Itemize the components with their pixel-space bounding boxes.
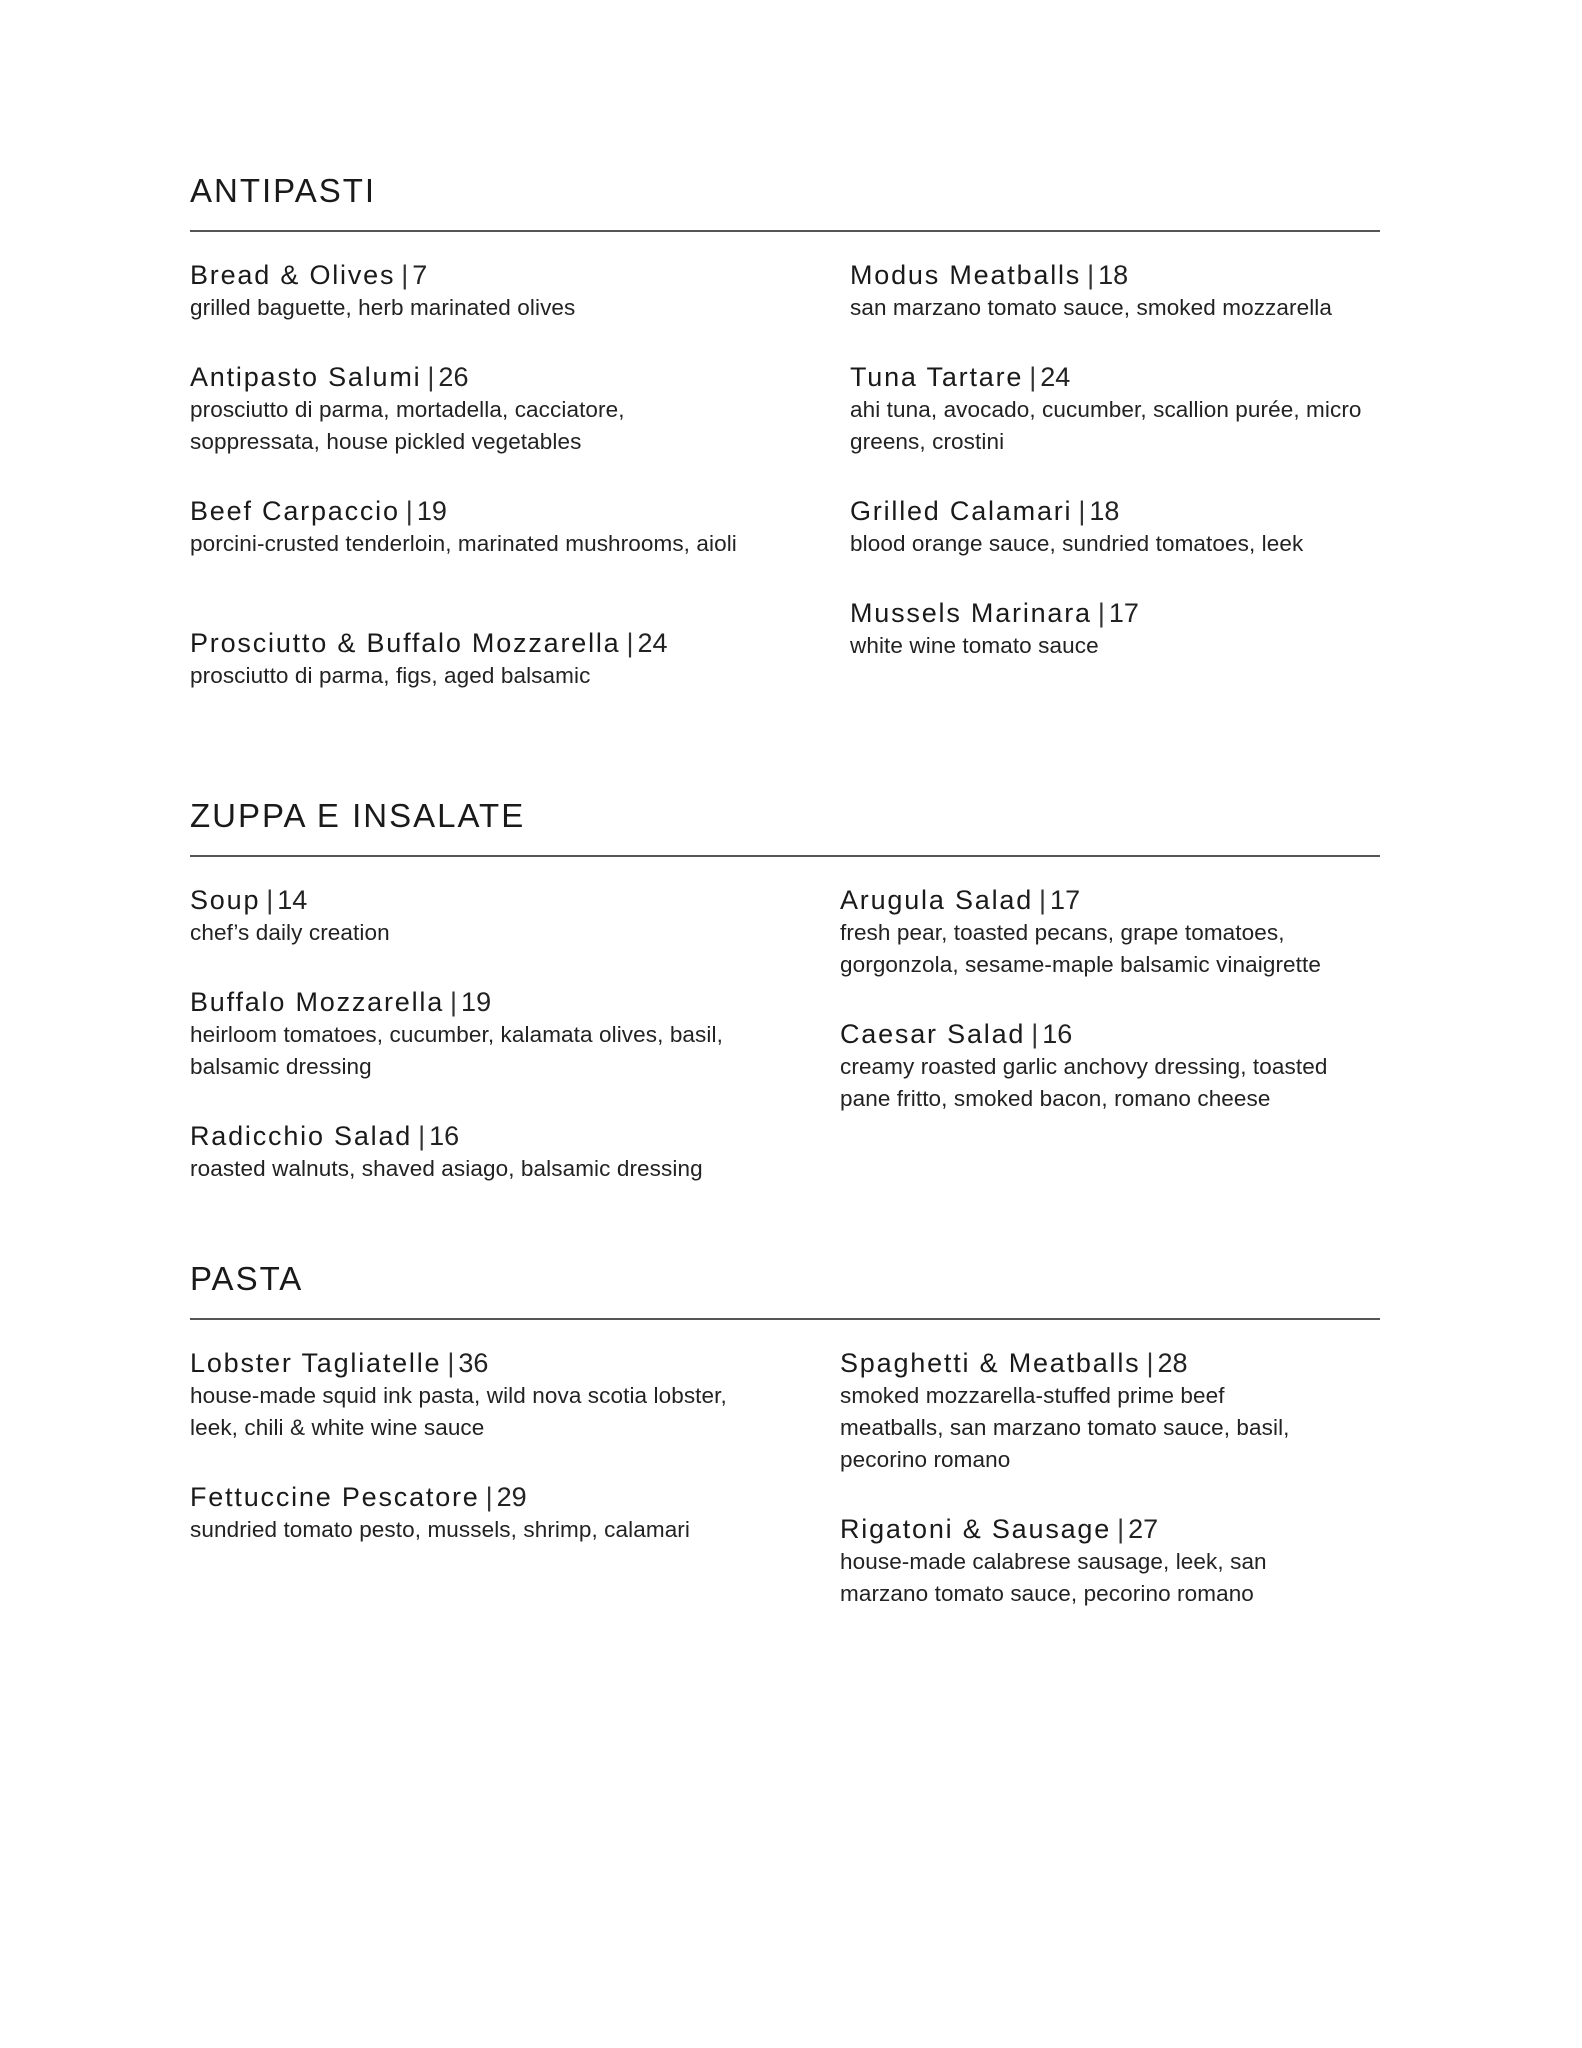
menu-item bbox=[840, 1346, 1320, 1476]
item-name: Lobster Tagliatelle bbox=[190, 1348, 442, 1378]
item-price: 24 bbox=[1040, 362, 1071, 392]
section-title: ANTIPASTI bbox=[190, 172, 377, 209]
menu-item bbox=[190, 1119, 750, 1185]
price-separator: | bbox=[1117, 1514, 1125, 1544]
item-name: Radicchio Salad bbox=[190, 1121, 413, 1151]
item-name: Antipasto Salumi bbox=[190, 362, 422, 392]
section-divider bbox=[190, 1318, 1380, 1320]
menu-item bbox=[840, 1017, 1370, 1115]
menu-item bbox=[850, 596, 1370, 662]
item-price: 18 bbox=[1098, 260, 1129, 290]
price-separator: | bbox=[447, 1348, 455, 1378]
item-name: Beef Carpaccio bbox=[190, 496, 400, 526]
item-name: Soup bbox=[190, 885, 261, 915]
item-description: heirloom tomatoes, cucumber, kalamata olives, basil, balsamic dressing bbox=[190, 1022, 723, 1079]
price-separator: | bbox=[1039, 885, 1047, 915]
item-name: Modus Meatballs bbox=[850, 260, 1082, 290]
menu-item bbox=[190, 258, 750, 324]
price-separator: | bbox=[1146, 1348, 1154, 1378]
item-price: 7 bbox=[412, 260, 428, 290]
item-description: prosciutto di parma, mortadella, cacciatore, soppressata, house pickled vegetables bbox=[190, 397, 625, 454]
item-description: smoked mozzarella-stuffed prime beef meatballs, san marzano tomato sauce, basil, pecorino romano bbox=[840, 1383, 1290, 1472]
price-separator: | bbox=[1087, 260, 1095, 290]
item-name: Rigatoni & Sausage bbox=[840, 1514, 1112, 1544]
item-name: Grilled Calamari bbox=[850, 496, 1073, 526]
price-separator: | bbox=[1097, 598, 1105, 628]
item-description: ahi tuna, avocado, cucumber, scallion purée, micro greens, crostini bbox=[850, 397, 1362, 454]
menu-item bbox=[840, 1512, 1320, 1610]
price-separator: | bbox=[626, 628, 634, 658]
price-separator: | bbox=[427, 362, 435, 392]
price-separator: | bbox=[266, 885, 274, 915]
price-separator: | bbox=[1031, 1019, 1039, 1049]
price-separator: | bbox=[401, 260, 409, 290]
price-separator: | bbox=[418, 1121, 426, 1151]
item-price: 28 bbox=[1157, 1348, 1188, 1378]
section-antipasti bbox=[190, 172, 1380, 712]
item-description: sundried tomato pesto, mussels, shrimp, calamari bbox=[190, 1517, 690, 1542]
item-description: porcini-crusted tenderloin, marinated mushrooms, aioli bbox=[190, 531, 737, 556]
item-description: house-made calabrese sausage, leek, san marzano tomato sauce, pecorino romano bbox=[840, 1549, 1267, 1606]
item-price: 18 bbox=[1089, 496, 1120, 526]
item-description: creamy roasted garlic anchovy dressing, toasted pane fritto, smoked bacon, romano cheese bbox=[840, 1054, 1328, 1111]
section-divider bbox=[190, 855, 1380, 857]
item-name: Prosciutto & Buffalo Mozzarella bbox=[190, 628, 621, 658]
item-description: chef’s daily creation bbox=[190, 920, 390, 945]
price-separator: | bbox=[1078, 496, 1086, 526]
menu-item bbox=[840, 883, 1370, 981]
menu-item bbox=[190, 626, 750, 692]
item-name: Bread & Olives bbox=[190, 260, 396, 290]
item-description: blood orange sauce, sundried tomatoes, leek bbox=[850, 531, 1304, 556]
item-price: 27 bbox=[1128, 1514, 1159, 1544]
price-separator: | bbox=[1029, 362, 1037, 392]
item-description: white wine tomato sauce bbox=[850, 633, 1099, 658]
price-separator: | bbox=[485, 1482, 493, 1512]
item-price: 36 bbox=[458, 1348, 489, 1378]
item-price: 19 bbox=[461, 987, 492, 1017]
item-price: 16 bbox=[429, 1121, 460, 1151]
menu-item bbox=[190, 1480, 760, 1546]
item-description: grilled baguette, herb marinated olives bbox=[190, 295, 576, 320]
price-separator: | bbox=[450, 987, 458, 1017]
item-price: 16 bbox=[1042, 1019, 1073, 1049]
price-separator: | bbox=[405, 496, 413, 526]
menu-item bbox=[850, 258, 1370, 324]
section-title: ZUPPA E INSALATE bbox=[190, 797, 526, 834]
menu-item bbox=[850, 360, 1370, 458]
item-description: house-made squid ink pasta, wild nova scotia lobster, leek, chili & white wine sauce bbox=[190, 1383, 727, 1440]
item-name: Buffalo Mozzarella bbox=[190, 987, 445, 1017]
menu-item bbox=[190, 985, 750, 1083]
item-price: 17 bbox=[1050, 885, 1081, 915]
item-name: Mussels Marinara bbox=[850, 598, 1092, 628]
item-name: Caesar Salad bbox=[840, 1019, 1026, 1049]
item-price: 17 bbox=[1108, 598, 1139, 628]
menu-item bbox=[190, 883, 750, 949]
item-description: san marzano tomato sauce, smoked mozzarella bbox=[850, 295, 1333, 320]
item-price: 26 bbox=[438, 362, 469, 392]
item-name: Spaghetti & Meatballs bbox=[840, 1348, 1141, 1378]
item-price: 29 bbox=[496, 1482, 527, 1512]
item-description: prosciutto di parma, figs, aged balsamic bbox=[190, 663, 591, 688]
section-divider bbox=[190, 230, 1380, 232]
item-name: Fettuccine Pescatore bbox=[190, 1482, 480, 1512]
section-title: PASTA bbox=[190, 1260, 304, 1297]
section-zuppa-e-insalate bbox=[190, 797, 1380, 1217]
menu-item bbox=[190, 494, 750, 560]
section-pasta bbox=[190, 1260, 1380, 1660]
item-name: Tuna Tartare bbox=[850, 362, 1024, 392]
menu-item bbox=[190, 1346, 760, 1444]
menu-item bbox=[190, 360, 750, 458]
item-description: roasted walnuts, shaved asiago, balsamic dressing bbox=[190, 1156, 703, 1181]
item-name: Arugula Salad bbox=[840, 885, 1034, 915]
item-price: 19 bbox=[416, 496, 447, 526]
item-price: 24 bbox=[637, 628, 668, 658]
menu-item bbox=[850, 494, 1370, 560]
item-price: 14 bbox=[277, 885, 308, 915]
item-description: fresh pear, toasted pecans, grape tomatoes, gorgonzola, sesame-maple balsamic vinaigrette bbox=[840, 920, 1321, 977]
